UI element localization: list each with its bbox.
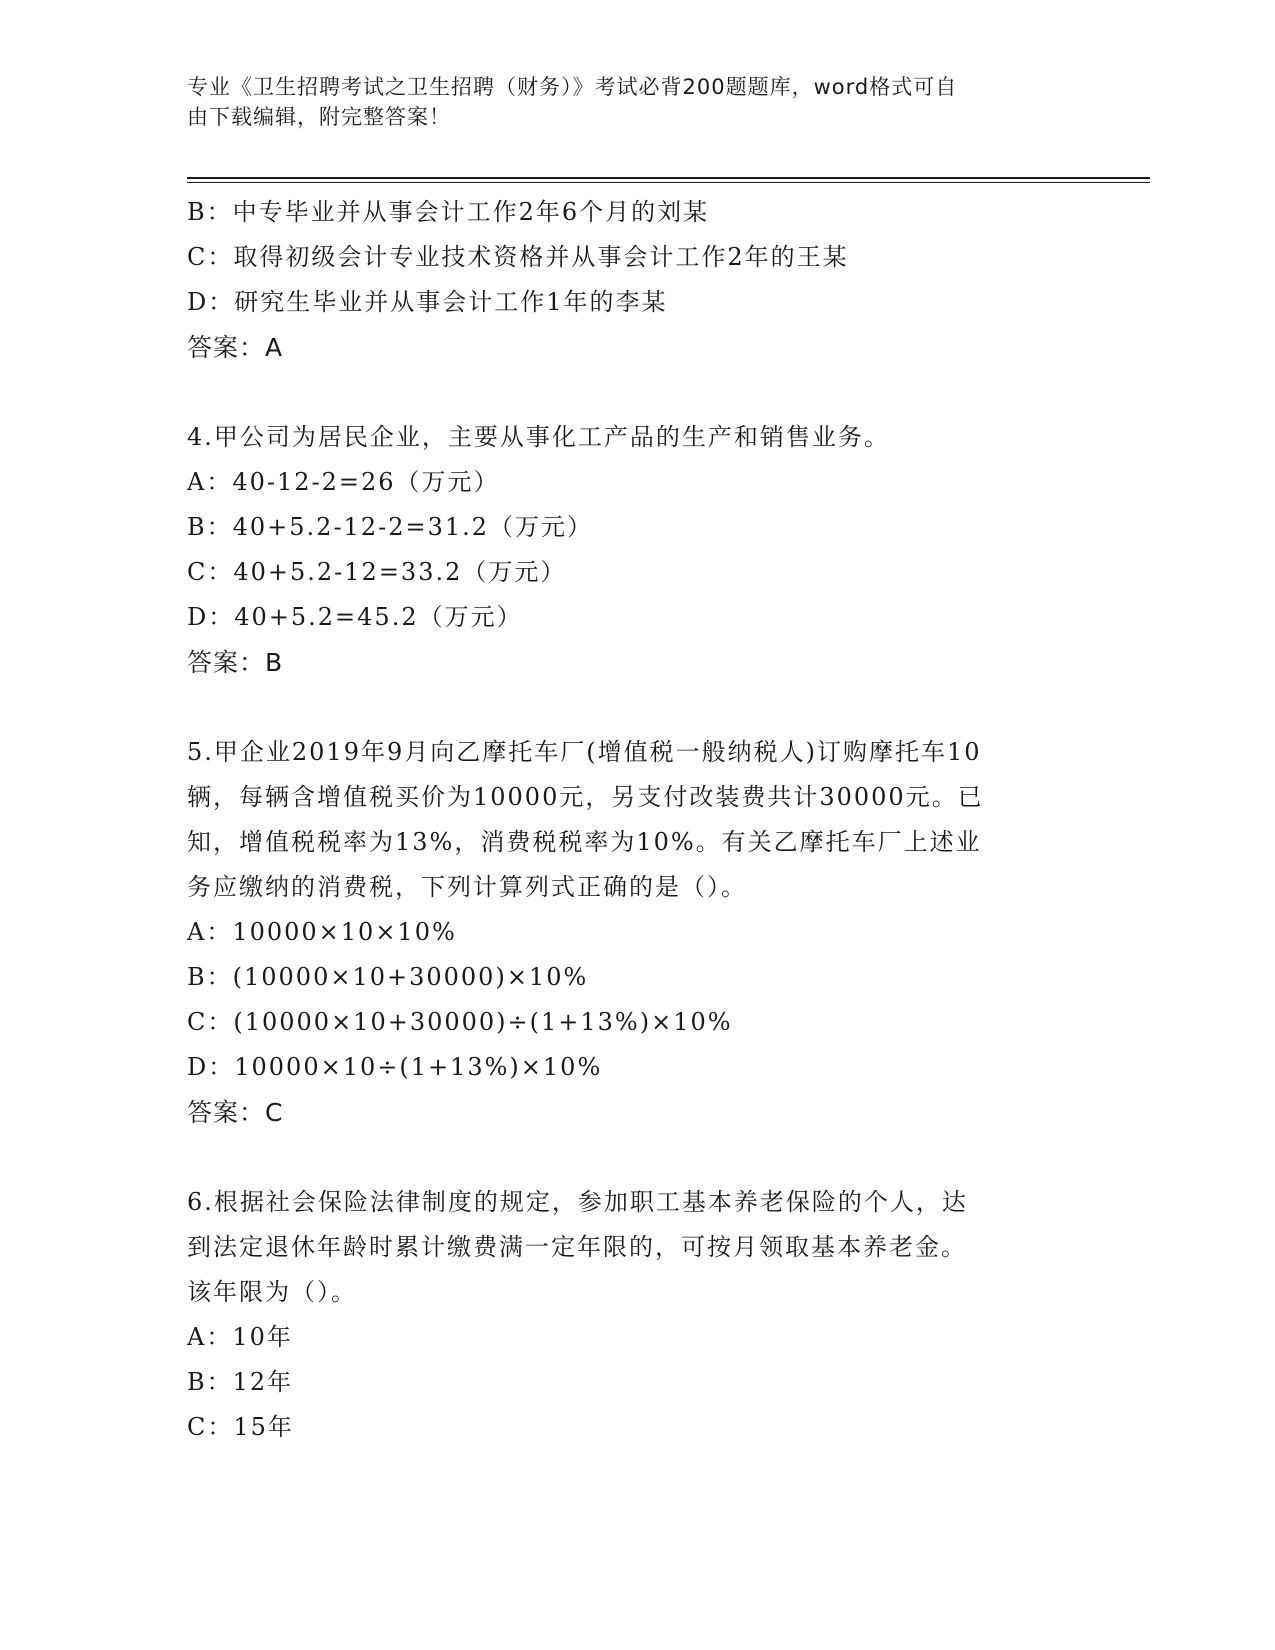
q5-answer: 答案：C (187, 1098, 284, 1127)
q4-option-b: B：40+5.2-12-2=31.2（万元） (187, 513, 594, 541)
q4-option-c: C：40+5.2-12=33.2（万元） (187, 558, 567, 586)
header-rule-thick (187, 177, 1150, 179)
document-body (187, 190, 1087, 1450)
q5-stem-line: 5.甲企业2019年9月向乙摩托车厂(增值税一般纳税人)订购摩托车10 (187, 738, 982, 766)
q5-stem-line: 知，增值税税率为13%，消费税税率为10%。有关乙摩托车厂上述业 (187, 828, 982, 856)
q6-stem-line: 该年限为（）。 (187, 1278, 357, 1306)
header-title-line-1: 专业《卫生招聘考试之卫生招聘（财务）》考试必背200题题库，word格式可自 (187, 75, 958, 99)
question-3-tail (187, 190, 1087, 370)
q4-option-d: D：40+5.2=45.2（万元） (187, 603, 523, 631)
header-rule-thin (187, 182, 1150, 183)
q4-option-a: A：40-12-2=26（万元） (187, 468, 500, 496)
q3-option-d: D：研究生毕业并从事会计工作1年的李某 (187, 288, 668, 316)
q6-stem-line: 6.根据社会保险法律制度的规定，参加职工基本养老保险的个人，达 (187, 1188, 968, 1216)
q6-stem-line: 到法定退休年龄时累计缴费满一定年限的，可按月领取基本养老金。 (187, 1233, 967, 1261)
q5-stem-line: 辆，每辆含增值税买价为10000元，另支付改装费共计30000元。已 (187, 783, 984, 811)
q5-stem-line: 务应缴纳的消费税，下列计算列式正确的是（）。 (187, 873, 747, 901)
q5-option-a: A：10000×10×10% (187, 918, 457, 946)
q3-option-c: C：取得初级会计专业技术资格并从事会计工作2年的王某 (187, 243, 849, 271)
question-5 (187, 730, 1087, 1135)
q5-option-b: B：(10000×10+30000)×10% (187, 963, 589, 991)
q5-option-c: C：(10000×10+30000)÷(1+13%)×10% (187, 1008, 733, 1036)
question-6 (187, 1180, 1087, 1450)
q3-option-b: B：中专毕业并从事会计工作2年6个月的刘某 (187, 198, 710, 226)
q4-stem-line: 4.甲公司为居民企业，主要从事化工产品的生产和销售业务。 (187, 423, 890, 451)
q6-option-b: B：12年 (187, 1368, 294, 1396)
q6-option-c: C：15年 (187, 1413, 294, 1441)
header-title-line-2: 由下载编辑，附完整答案！ (187, 105, 451, 129)
q6-option-a: A：10年 (187, 1323, 293, 1351)
question-4 (187, 415, 1087, 685)
q5-option-d: D：10000×10÷(1+13%)×10% (187, 1053, 603, 1081)
q3-answer: 答案：A (187, 333, 284, 362)
page-header (187, 72, 1067, 132)
q4-answer: 答案：B (187, 648, 284, 677)
